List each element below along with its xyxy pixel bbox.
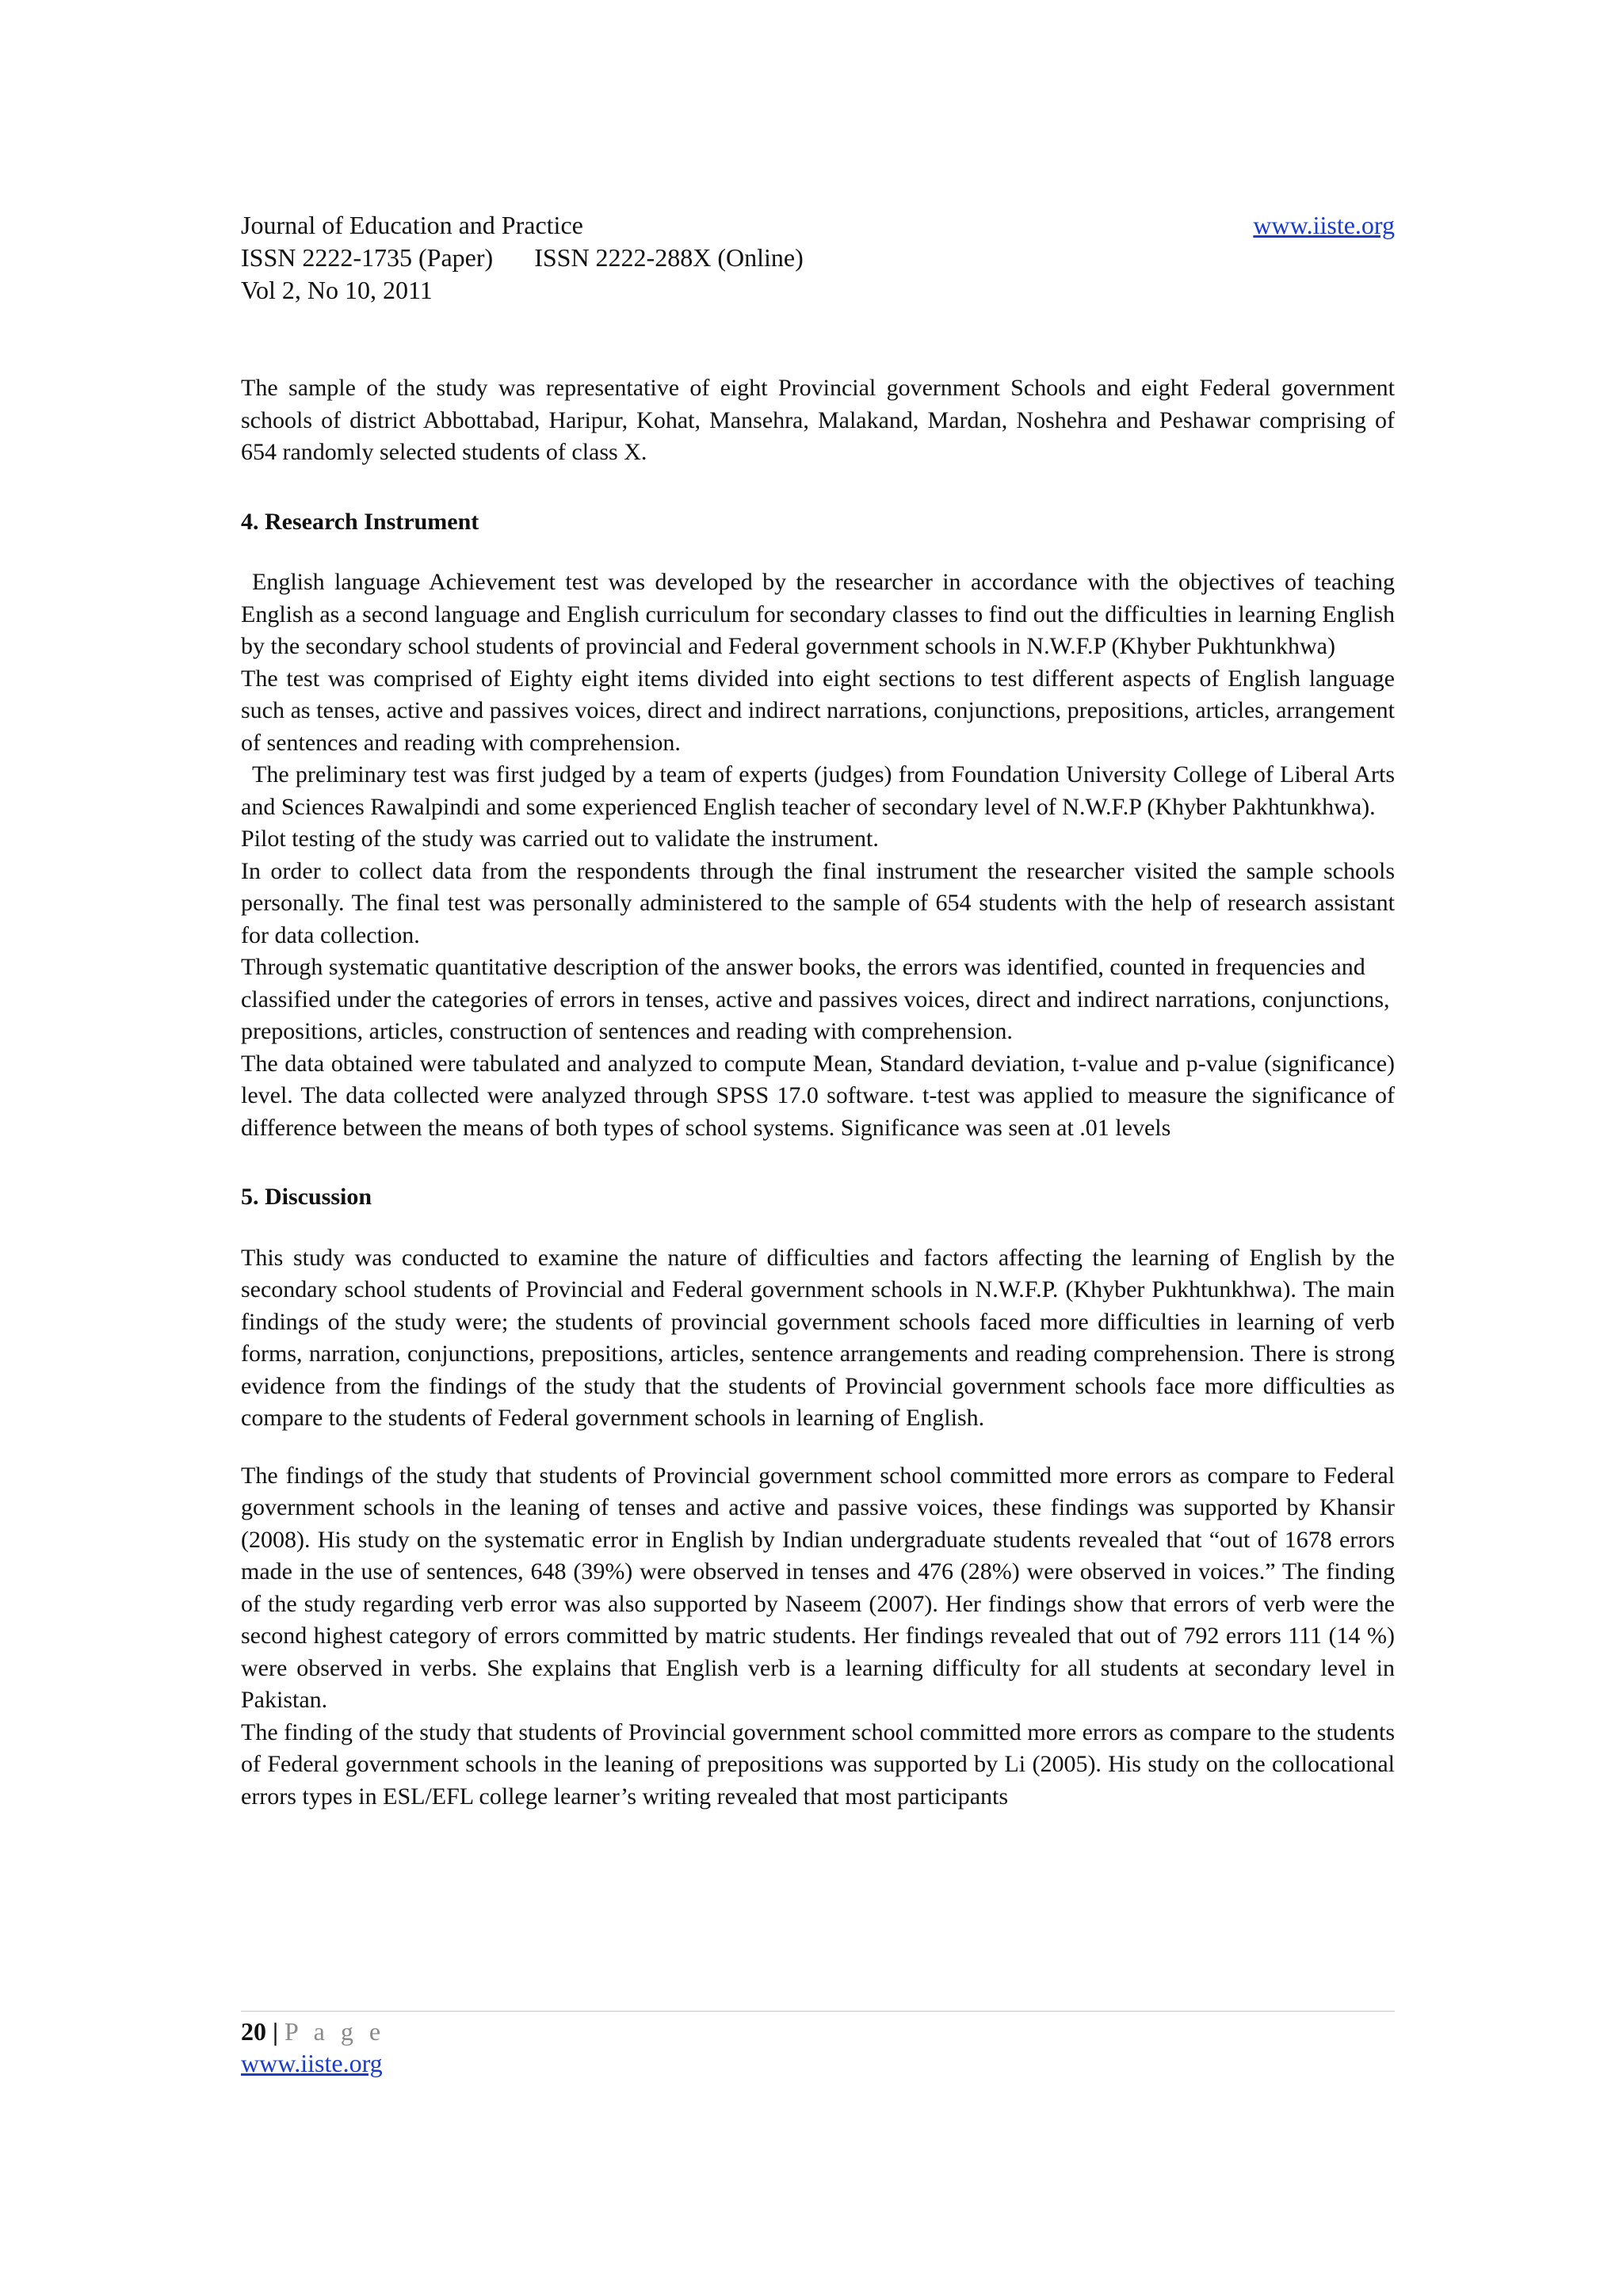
header-title-row: [241, 209, 1395, 242]
volume-info: Vol 2, No 10, 2011: [241, 276, 433, 304]
page-label: P a g e: [285, 2017, 386, 2046]
header-website-link[interactable]: www.iiste.org: [1253, 211, 1395, 239]
issn-row: [241, 242, 1395, 274]
paragraph: This study was conducted to examine the nature of difficulties and factors affecting the learning of English by the secondary school students of Provincial and Federal government schools in N.W.F.P. (Khyber Pukhtunkhwa). The main findings of the study were; the students of provincial government schools faced more difficulties in learning of verb forms, narration, conjunctions, prepositions, articles, sentence arrangements and reading comprehension. There is strong evidence from the findings of the study that the students of Provincial government schools face more difficulties as compare to the students of Federal government schools in learning of English.: [241, 1244, 1395, 1431]
paragraph: Pilot testing of the study was carried out to validate the instrument.: [241, 826, 879, 852]
page-separator: |: [273, 2017, 279, 2046]
paragraph: In order to collect data from the respondents through the final instrument the researcher visited the sample schools personally. The final test was personally administered to the sample of 654 students with the help of research assistant for data collection.: [241, 857, 1395, 948]
section-heading-discussion: 5. Discussion: [241, 1184, 372, 1210]
page-footer: [241, 2016, 385, 2079]
paragraph: The preliminary test was first judged by a team of experts (judges) from Foundation University College of Liberal Arts and Sciences Rawalpindi and some experienced English teacher of secondary level of N.W.F.P (Khyber Pakhtunkhwa).: [241, 761, 1395, 820]
paragraph: The findings of the study that students of Provincial government school committed more errors as compare to Federal government schools in the leaning of tenses and active and passive voices, these findings was supported by Khansir (2008). His study on the systematic error in English by Indian undergraduate students revealed that “out of 1678 errors made in the use of sentences, 648 (39%) were observed in tenses and 476 (28%) were observed in voices.” The finding of the study regarding verb error was also supported by Naseem (2007). Her findings show that errors of verb were the second highest category of errors committed by matric students. Her findings revealed that out of 792 errors 111 (14 %) were observed in verbs. She explains that English verb is a learning difficulty for all students at secondary level in Pakistan.: [241, 1462, 1395, 1713]
paragraph: The test was comprised of Eighty eight items divided into eight sections to test different aspects of English language such as tenses, active and passives voices, direct and indirect narrations, conjunctions, prepositions, articles, arrangement of sentences and reading with comprehension.: [241, 665, 1395, 756]
page-number-line: [241, 2016, 385, 2047]
paragraph: English language Achievement test was developed by the researcher in accordance with the objectives of teaching English as a second language and English curriculum for secondary classes to find out the difficulties in learning English by the secondary school students of provincial and Federal government schools in N.W.F.P (Khyber Pukhtunkhwa): [241, 569, 1395, 659]
section-heading-research-instrument: 4. Research Instrument: [241, 508, 479, 535]
journal-page: [241, 0, 1395, 2296]
page-number: 20: [241, 2017, 266, 2046]
footer-divider: [241, 2011, 1395, 2012]
article-body: [241, 372, 1395, 1813]
issn-online: ISSN 2222-288X (Online): [534, 243, 804, 272]
issn-paper: ISSN 2222-1735 (Paper): [241, 243, 494, 272]
page-header: [241, 209, 1395, 307]
footer-website-link[interactable]: www.iiste.org: [241, 2049, 383, 2077]
intro-paragraph: The sample of the study was representative of eight Provincial government Schools and eight Federal government schools of district Abbottabad, Haripur, Kohat, Mansehra, Malakand, Mardan, Noshehra and Peshawar comprising of 654 randomly selected students of class X.: [241, 375, 1395, 465]
paragraph: The data obtained were tabulated and analyzed to compute Mean, Standard deviation, t-value and p-value (significance) level. The data collected were analyzed through SPSS 17.0 software. t-test was applied to measure the significance of difference between the means of both types of school systems. Significance was seen at .01 levels: [241, 1050, 1395, 1141]
journal-title: Journal of Education and Practice: [241, 211, 583, 239]
paragraph: The finding of the study that students of Provincial government school committed more errors as compare to the students of Federal government schools in the leaning of prepositions was supported by Li (2005). His study on the collocational errors types in ESL/EFL college learner’s writing revealed that most participants: [241, 1718, 1395, 1810]
paragraph: Through systematic quantitative description of the answer books, the errors was identified, counted in frequencies and classified under the categories of errors in tenses, active and passives voices, direct and indirect narrations, conjunctions, prepositions, articles, construction of sentences and reading with comprehension.: [241, 954, 1390, 1044]
